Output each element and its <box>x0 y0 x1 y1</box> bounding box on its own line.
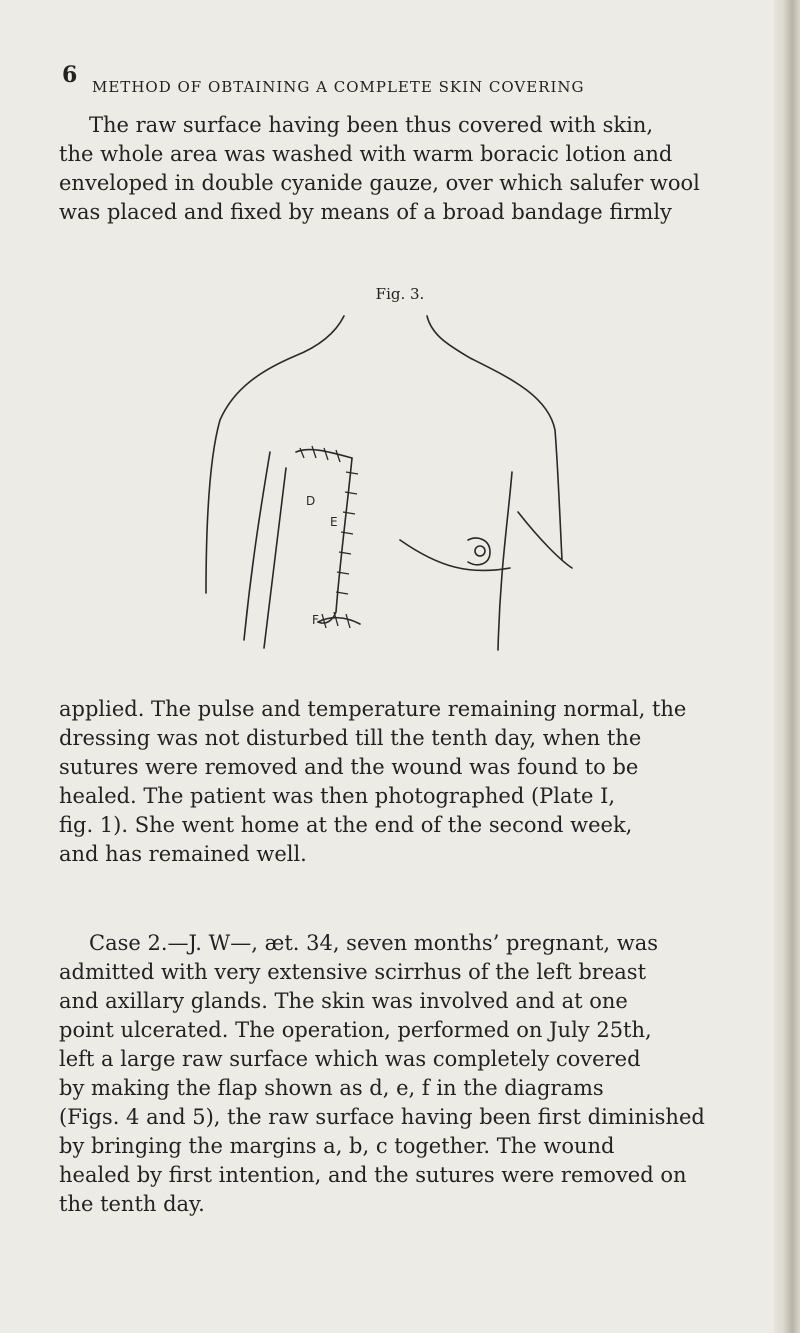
chest-line-1 <box>498 472 512 650</box>
label-e: E <box>330 515 338 529</box>
body-outline-right <box>427 316 562 560</box>
running-head: METHOD OF OBTAINING A COMPLETE SKIN COVERING <box>92 78 585 96</box>
label-f: F <box>312 613 319 627</box>
text-line: healed by first intention, and the sutures were removed on <box>59 1163 687 1187</box>
flap-outline-outer <box>244 452 270 640</box>
figure-caption: Fig. 3. <box>375 285 425 303</box>
text-line: dressing was not disturbed till the tenth day, when the <box>59 726 642 750</box>
text-line: applied. The pulse and temperature remaining normal, the <box>59 697 687 721</box>
suture-marks <box>300 446 358 628</box>
text-line: left a large raw surface which was completely covered <box>59 1047 641 1071</box>
text-line: (Figs. 4 and 5), the raw surface having been first diminished <box>59 1105 705 1129</box>
chest-line-2 <box>518 512 572 568</box>
text-line: point ulcerated. The operation, performed on July 25th, <box>59 1018 652 1042</box>
paragraph-2 <box>59 695 709 869</box>
page-number: 6 <box>62 62 78 88</box>
text-line: by bringing the margins a, b, c together. The wound <box>59 1134 615 1158</box>
text-line: the whole area was washed with warm boracic lotion and <box>59 142 673 166</box>
axilla-line <box>400 540 510 571</box>
text-line: and axillary glands. The skin was involved and at one <box>59 989 628 1013</box>
label-d: D <box>306 494 316 508</box>
text-line: the tenth day. <box>59 1192 205 1216</box>
paragraph-3 <box>59 929 709 1219</box>
text-line: fig. 1). She went home at the end of the second week, <box>59 813 633 837</box>
text-line: sutures were removed and the wound was found to be <box>59 755 639 779</box>
text-line: and has remained well. <box>59 842 307 866</box>
flap-upper-border <box>296 450 352 458</box>
text-line: was placed and fixed by means of a broad bandage firmly <box>59 200 672 224</box>
text-line: The raw surface having been thus covered with skin, <box>89 113 654 137</box>
nipple <box>475 546 485 556</box>
flap-right-border <box>318 458 352 623</box>
nipple-outline <box>468 538 490 565</box>
flap-outline-inner <box>264 468 286 648</box>
text-line: admitted with very extensive scirrhus of the left breast <box>59 960 647 984</box>
text-line: healed. The patient was then photographed (Plate I, <box>59 784 616 808</box>
text-line: Case 2.—J. W—, æt. 34, seven months’ pregnant, was <box>89 931 659 955</box>
text-line: by making the flap shown as d, e, f in the diagrams <box>59 1076 604 1100</box>
text-line: enveloped in double cyanide gauze, over which salufer wool <box>59 171 700 195</box>
